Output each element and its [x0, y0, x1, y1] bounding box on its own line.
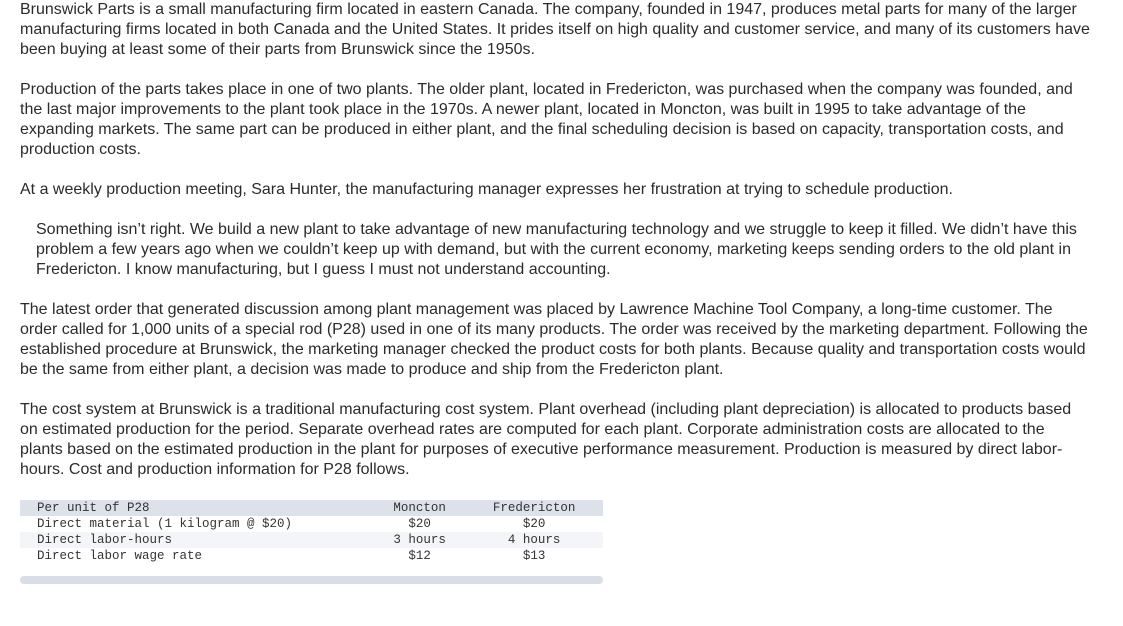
header-moncton: Moncton	[393, 501, 446, 515]
moncton-value: $20	[408, 517, 431, 531]
fredericton-value: $20	[522, 517, 546, 531]
paragraph-order: The latest order that generated discussion among plant management was placed by Lawrence Machine Tool Company, a long-time customer. The order called for 1,000 units of a special rod (P28) used in one of its many products. The order was received by the marketing department. Following the established procedure at Brunswick, the marketing manager checked the product costs for both plants. Because quality and transportation costs would be the same from either plant, a decision was made to produce and ship from the Fredericton plant.	[20, 301, 1088, 378]
table-row	[20, 532, 603, 548]
horizontal-scrollbar[interactable]	[20, 576, 603, 584]
document-body	[20, 0, 1090, 584]
row-label: Direct labor-hours	[37, 533, 173, 547]
paragraph-intro: Brunswick Parts is a small manufacturing firm located in eastern Canada. The company, founded in 1947, produces metal parts for many of the larger manufacturing firms located in both Canada and the United States. It prides itself on high quality and customer service, and many of its customers have been buying at least some of their parts from Brunswick since the 1950s.	[20, 1, 1090, 58]
cost-table	[20, 500, 603, 564]
table-header-row	[20, 500, 603, 516]
fredericton-value: 4 hours	[507, 533, 561, 547]
paragraph-plants: Production of the parts takes place in one of two plants. The older plant, located in Fredericton, was purchased when the company was founded, and the last major improvements to the plant took place in the 1970s. A newer plant, located in Moncton, was built in 1995 to take advantage of the expanding markets. The same part can be produced in either plant, and the final scheduling decision is based on capacity, transportation costs, and production costs.	[20, 81, 1073, 158]
paragraph-meeting: At a weekly production meeting, Sara Hunter, the manufacturing manager expresses her frustration at trying to schedule production.	[20, 181, 953, 198]
table-row	[20, 548, 603, 564]
paragraph-cost-system: The cost system at Brunswick is a traditional manufacturing cost system. Plant overhead (including plant depreciation) is allocated to products based on estimated production for the period. Separate overhead rates are computed for each plant. Corporate administration costs are allocated to the plants based on the estimated production in the plant for purposes of executive performance measurement. Production is measured by direct labor-hours. Cost and production information for P28 follows.	[20, 401, 1072, 478]
fredericton-value: $13	[522, 549, 546, 563]
moncton-value: $12	[408, 549, 431, 563]
table-row	[20, 516, 603, 532]
header-fredericton: Fredericton	[492, 501, 576, 515]
moncton-value: 3 hours	[393, 533, 446, 547]
manager-quote: Something isn’t right. We build a new plant to take advantage of new manufacturing technology and we struggle to keep it filled. We didn’t have this problem a few years ago when we couldn’t keep up with demand, but with the current economy, marketing keeps sending orders to the old plant in Fredericton. I know manufacturing, but I guess I must not understand accounting.	[36, 221, 1077, 278]
header-per-unit: Per unit of P28	[37, 501, 150, 515]
row-label: Direct material (1 kilogram @ $20)	[37, 517, 293, 531]
row-label: Direct labor wage rate	[37, 549, 203, 563]
cost-table-container	[20, 500, 603, 584]
